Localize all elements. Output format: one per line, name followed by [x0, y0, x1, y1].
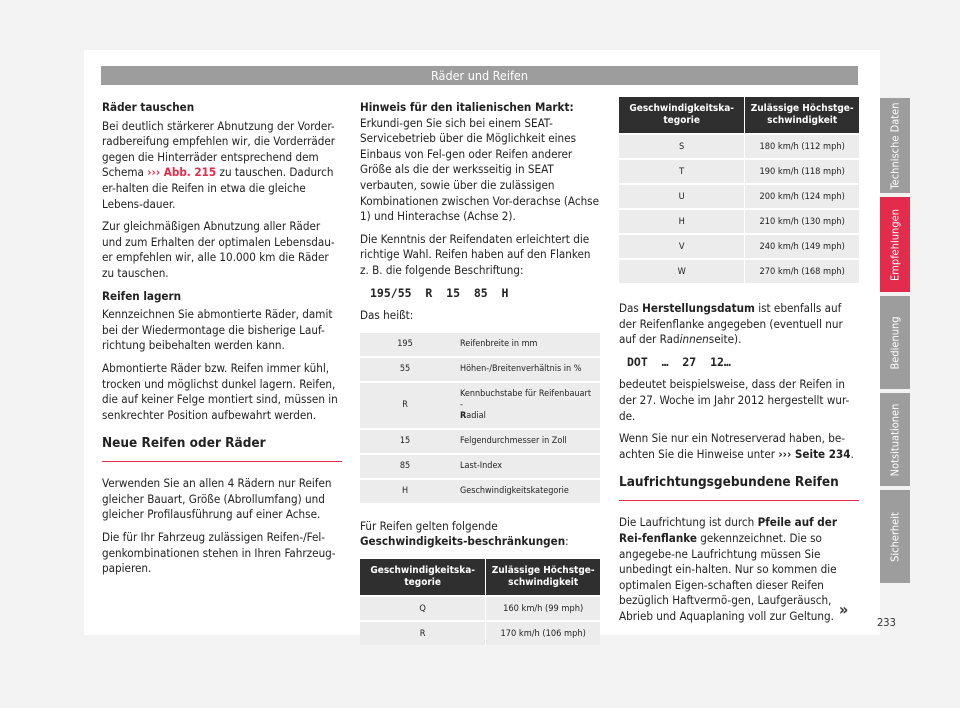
paragraph-bauart: Verwenden Sie an allen 4 Rädern nur Reifen gleicher Bauart, Größe (Abrollumfang) und gleicher Profilausführung auf einer Achse. — [102, 476, 332, 522]
paragraph-herstellungsdatum: Das Herstellungsdatum ist ebenfalls auf der Reifenflanke angegeben (eventuell nur auf der Radinnenseite). — [619, 301, 843, 347]
max-speed-cell: 160 km/h (99 mph) — [485, 597, 600, 620]
speed-category-cell: H — [619, 210, 744, 233]
page-number: 233 — [877, 616, 896, 629]
heading-raeder-tauschen: Räder tauschen — [102, 100, 195, 114]
table-header-row — [619, 97, 859, 133]
code-meaning: Last-Index — [450, 455, 600, 478]
paragraph-bedeutet: bedeutet beispielsweise, dass der Reifen in der 27. Woche im Jahr 2012 hergestellt wur-de. — [619, 377, 850, 423]
code-meaning-rest: adial — [466, 410, 486, 421]
table-row — [360, 358, 600, 381]
paragraph-kombinationen: Die für Ihr Fahrzeug zulässigen Reifen-/Fel-genkombinationen stehen in Ihren Fahrzeug-papieren. — [102, 530, 336, 576]
code-meaning — [450, 383, 600, 428]
continue-arrow-icon: » — [839, 600, 849, 619]
speed-category-cell: R — [360, 622, 485, 645]
paragraph-lagern: Abmontierte Räder bzw. Reifen immer kühl, trocken und möglichst dunkel lagern. Reifen, die auf keiner Felge montiert sind, müssen in senkrechter Position aufbewahrt werden. — [102, 360, 338, 422]
code-part: H — [360, 480, 450, 503]
speed-category-cell: S — [619, 135, 744, 158]
code-meaning-line: Kennbuchstabe für Reifenbauart - — [460, 388, 592, 410]
speed-category-cell: V — [619, 235, 744, 258]
speed-category-cell: T — [619, 160, 744, 183]
table-row — [360, 455, 600, 478]
paragraph-das-heisst: Das heißt: — [360, 308, 414, 323]
column-header-hoechstgeschwindigkeit: Zulässige Höchstge-schwindigkeit — [485, 559, 600, 595]
tab-technische-daten[interactable]: Technische Daten — [880, 98, 910, 193]
code-part: R — [360, 383, 450, 428]
column-header-kategorie: Geschwindigkeitska-tegorie — [619, 97, 744, 133]
table-row — [360, 622, 600, 645]
table-row — [619, 135, 859, 158]
max-speed-cell: 190 km/h (118 mph) — [744, 160, 859, 183]
column-header-kategorie: Geschwindigkeitska-tegorie — [360, 559, 485, 595]
speed-category-cell: U — [619, 185, 744, 208]
column-3 — [619, 95, 859, 632]
tab-notsituationen[interactable]: Notsituationen — [880, 393, 910, 486]
max-speed-cell: 170 km/h (106 mph) — [485, 622, 600, 645]
max-speed-cell: 270 km/h (168 mph) — [744, 260, 859, 283]
code-meaning: Geschwindigkeitskategorie — [450, 480, 600, 503]
paragraph-laufrichtung: Die Laufrichtung ist durch Pfeile auf der Rei-fenflanke gekennzeichnet. Die so angegebe-ne Laufrichtung müssen Sie unbedingt ein-halten. Nur so kommen die optimalen Eigen-schaften dieser Reifen bezüglich Haftvermö-gen, Laufgeräusch, Abrieb und Aquaplaning voll zur Geltung. — [619, 515, 837, 623]
table-row — [619, 235, 859, 258]
code-meaning: Felgendurchmesser in Zoll — [450, 430, 600, 453]
paragraph-italien: Hinweis für den italienischen Markt: Erkundi-gen Sie sich bei einem SEAT-Servicebetrieb über die Möglichkeit eines Einbaus von Fel-gen oder Reifen anderer Größe als die der werksseitig in SEAT verbauten, sowie über die zulässigen Kombinationen zwischen Vor-derachse (Achse 1) und Hinterachse (Achse 2). — [360, 100, 600, 224]
table-row — [360, 597, 600, 620]
code-meaning: Höhen-/Breitenverhältnis in % — [450, 358, 600, 381]
table-row — [619, 185, 859, 208]
code-part: 85 — [360, 455, 450, 478]
paragraph-geschwindigkeit: Für Reifen gelten folgende Geschwindigkeits-beschränkungen: — [360, 518, 569, 549]
code-part: 15 — [360, 430, 450, 453]
column-header-hoechstgeschwindigkeit: Zulässige Höchstge-schwindigkeit — [744, 97, 859, 133]
table-row — [360, 430, 600, 453]
section-heading-laufrichtung: Laufrichtungsgebundene Reifen — [619, 474, 859, 501]
speed-table-part-2 — [619, 95, 859, 285]
tab-empfehlungen[interactable]: Empfehlungen — [880, 197, 910, 292]
speed-category-cell: Q — [360, 597, 485, 620]
max-speed-cell: 180 km/h (112 mph) — [744, 135, 859, 158]
paragraph-tauschen: Bei deutlich stärkerer Abnutzung der Vorder-radbereifung empfehlen wir, die Vorderräder gegen die Hinterräder entsprechend dem Schema ››› Abb. 215 zu tauschen. Dadurch er-halten die Reifen in etwa die gleiche Lebens-dauer. — [102, 118, 336, 211]
column-2 — [360, 100, 600, 647]
max-speed-cell: 210 km/h (130 mph) — [744, 210, 859, 233]
paragraph-notreserverad: Wenn Sie nur ein Notreserverad haben, be-achten Sie die Hinweise unter ››› Seite 234. — [619, 431, 854, 461]
dot-code: DOT … 27 12… — [627, 354, 731, 369]
tab-sicherheit[interactable]: Sicherheit — [880, 490, 910, 583]
heading-reifen-lagern: Reifen lagern — [102, 288, 182, 303]
table-row — [619, 160, 859, 183]
speed-table-part-1 — [360, 557, 600, 647]
table-row — [360, 480, 600, 503]
table-header-row — [360, 559, 600, 595]
speed-category-cell: W — [619, 260, 744, 283]
paragraph-kennzeichnen: Kennzeichnen Sie abmontierte Räder, damit bei der Wiedermontage die bisherige Lauf-richtung beibehalten werden kann. — [102, 307, 333, 353]
section-heading-neue-reifen: Neue Reifen oder Räder — [102, 435, 342, 462]
max-speed-cell: 240 km/h (149 mph) — [744, 235, 859, 258]
tire-code: 195/55 R 15 85 H — [370, 285, 509, 300]
table-row — [360, 383, 600, 428]
table-row — [360, 333, 600, 356]
code-part: 195 — [360, 333, 450, 356]
code-meaning: Reifenbreite in mm — [450, 333, 600, 356]
tab-bedienung[interactable]: Bedienung — [880, 296, 910, 389]
page-reference-link[interactable]: ››› Seite 234 — [778, 446, 851, 461]
figure-reference-link[interactable]: ››› Abb. 215 — [147, 165, 217, 180]
code-meaning-initial: R — [460, 410, 467, 421]
tire-code-table — [360, 331, 600, 505]
column-1 — [102, 100, 342, 584]
paragraph-abnutzung: Zur gleichmäßigen Abnutzung aller Räder und zum Erhalten der optimalen Lebensdau-er empfehlen wir, alle 10.000 km die Räder zu tauschen. — [102, 219, 335, 280]
table-row — [619, 260, 859, 283]
page-header: Räder und Reifen — [101, 66, 858, 85]
table-row — [619, 210, 859, 233]
code-part: 55 — [360, 358, 450, 381]
paragraph-reifendaten: Die Kenntnis der Reifendaten erleichtert die richtige Wahl. Reifen haben auf den Flanken z. B. die folgende Beschriftung: — [360, 231, 591, 277]
max-speed-cell: 200 km/h (124 mph) — [744, 185, 859, 208]
